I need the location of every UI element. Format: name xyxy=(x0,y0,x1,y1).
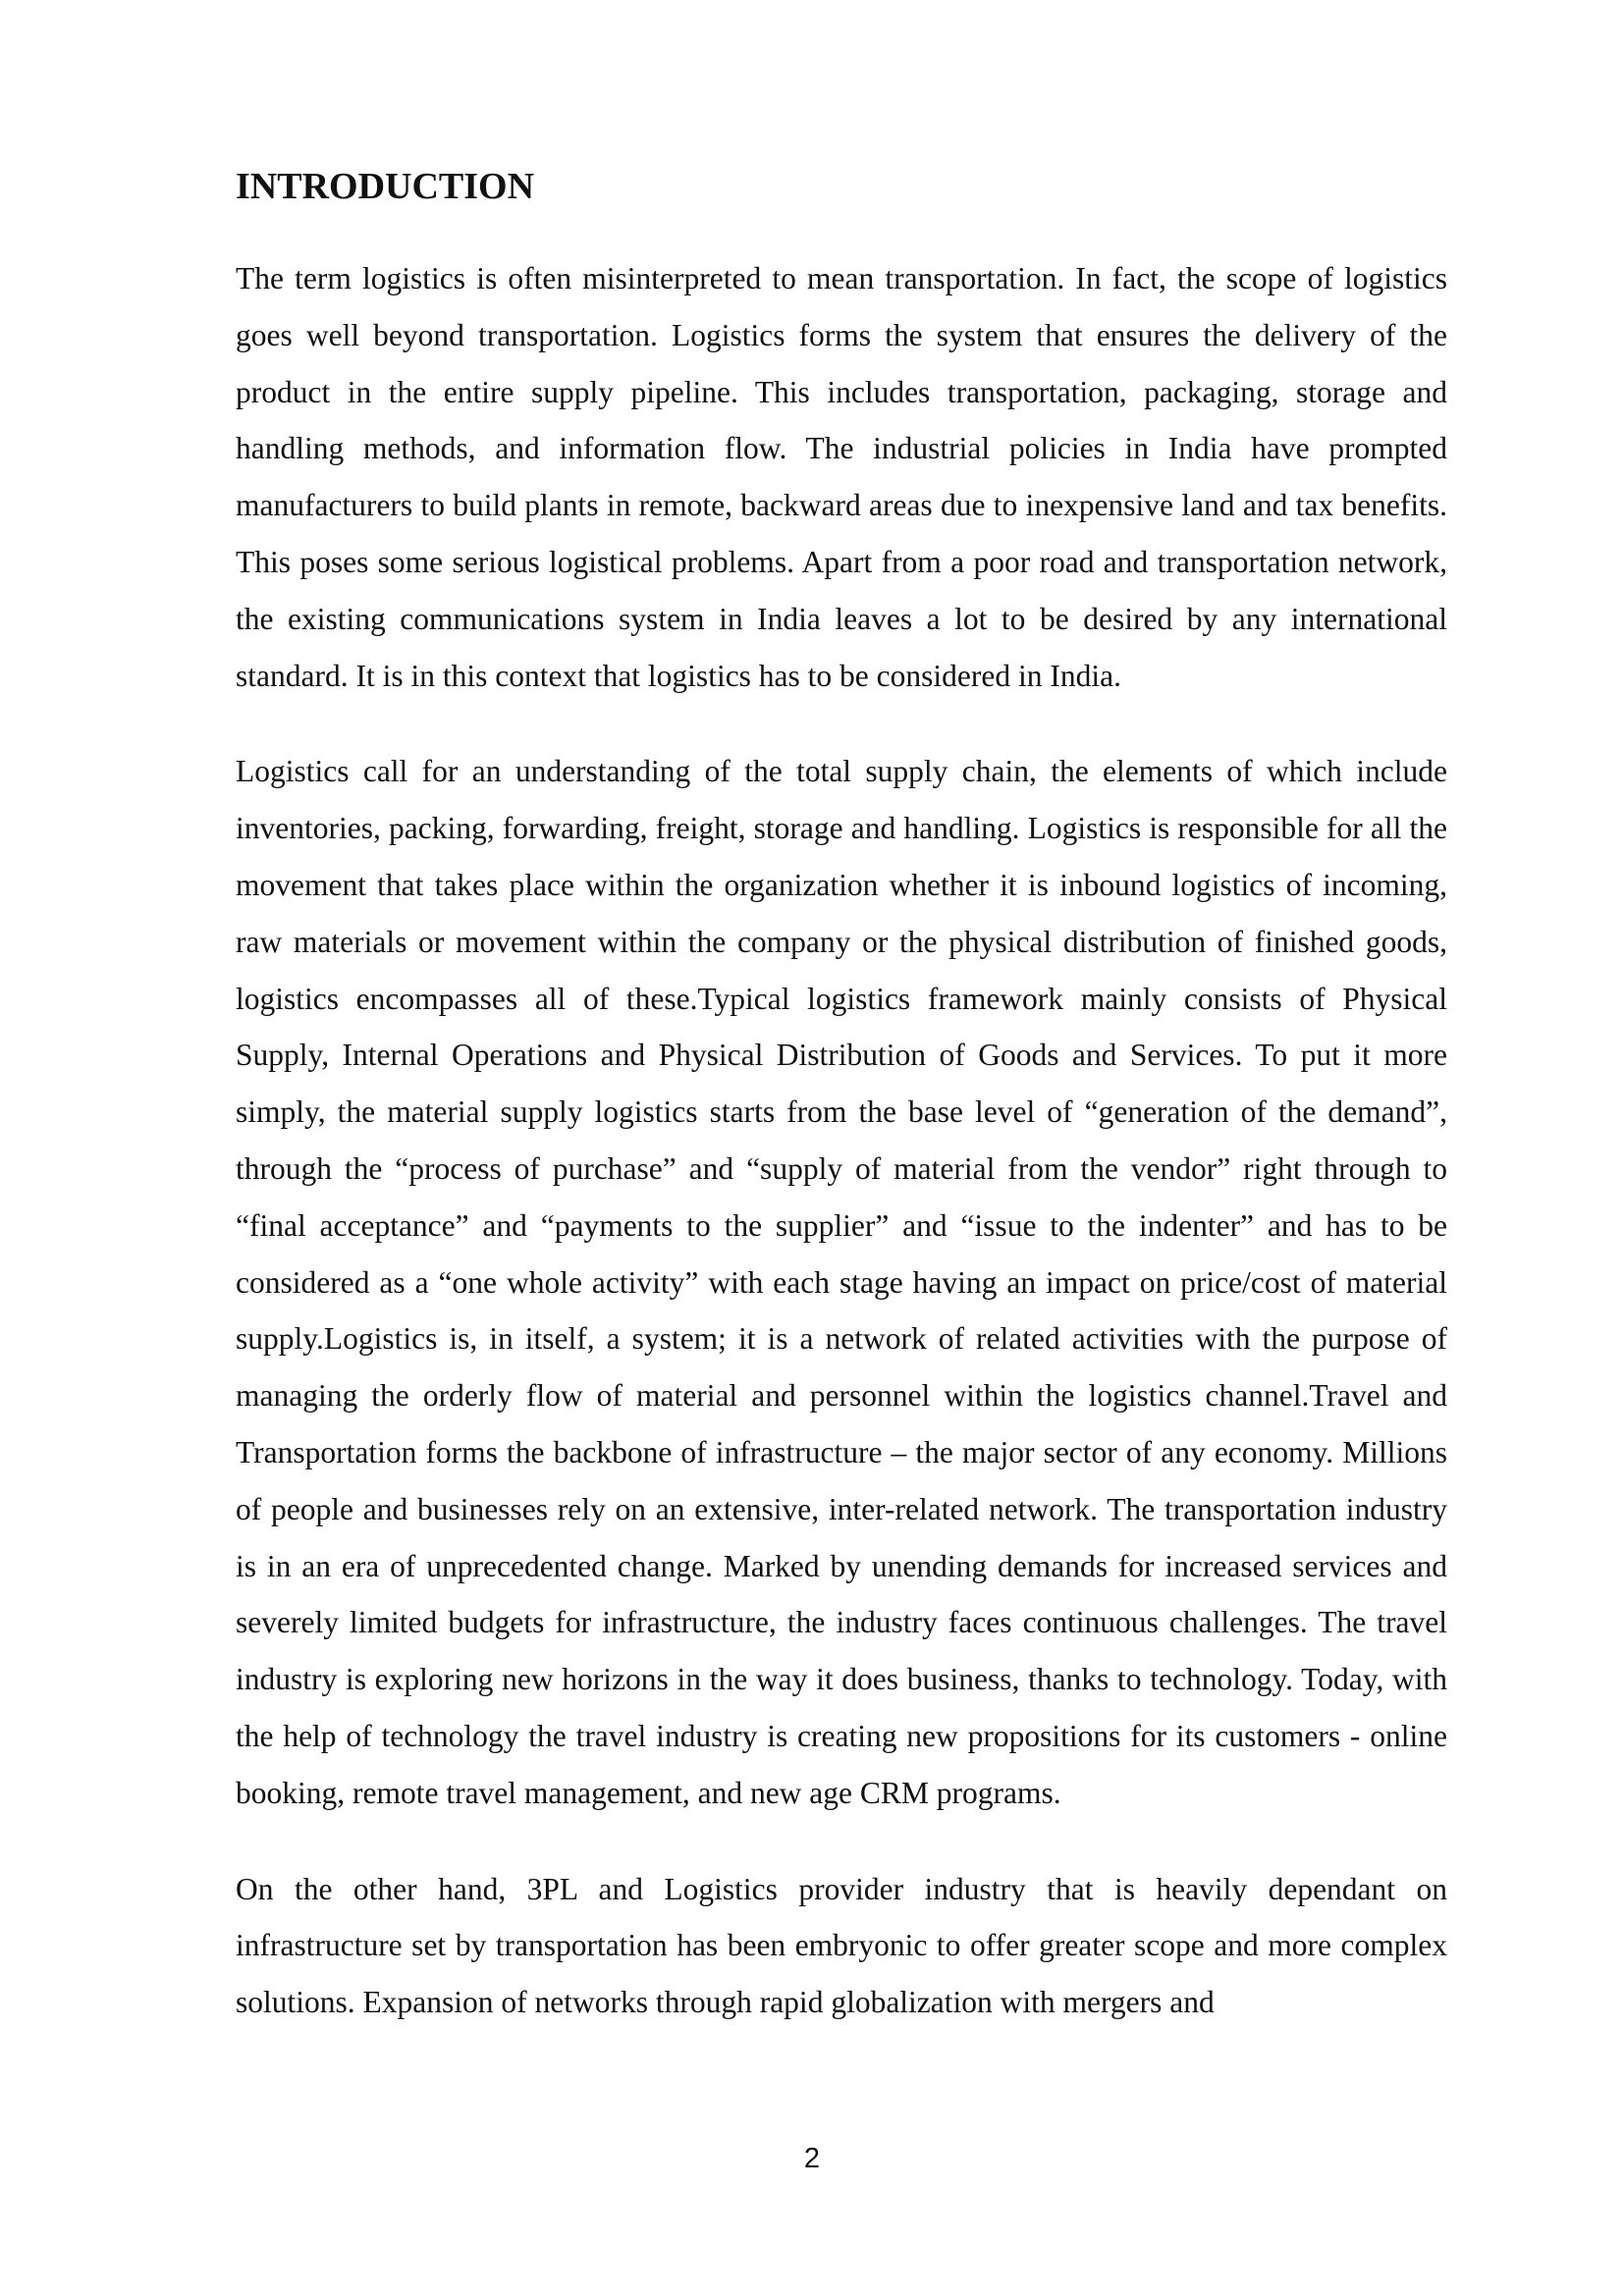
page-content xyxy=(236,165,1447,2070)
paragraph-3: On the other hand, 3PL and Logistics provider industry that is heavily dependant on infrastructure set by transportation has been embryonic to offer greater scope and more complex solutions. Expansion of networks through rapid globalization with mergers and xyxy=(236,1871,1447,2020)
paragraph-1: The term logistics is often misinterpreted to mean transportation. In fact, the scope of logistics goes well beyond transportation. Logistics forms the system that ensures the delivery of the product in the entire supply pipeline. This includes transportation, packaging, storage and handling methods, and information flow. The industrial policies in India have prompted manufacturers to build plants in remote, backward areas due to inexpensive land and tax benefits. This poses some serious logistical problems. Apart from a poor road and transportation network, the existing communications system in India leaves a lot to be desired by any international standard. It is in this context that logistics has to be considered in India. xyxy=(236,261,1447,693)
section-heading: INTRODUCTION xyxy=(236,166,535,207)
page-number: 2 xyxy=(803,2143,821,2174)
paragraph-2: Logistics call for an understanding of the total supply chain, the elements of which include inventories, packing, forwarding, freight, storage and handling. Logistics is responsible for all the movement that takes place within the organization whether it is inbound logistics of incoming, raw materials or movement within the company or the physical distribution of finished goods, logistics encompasses all of these.Typical logistics framework mainly consists of Physical Supply, Internal Operations and Physical Distribution of Goods and Services. To put it more simply, the material supply logistics starts from the base level of “generation of the demand”, through the “process of purchase” and “supply of material from the vendor” right through to “final acceptance” and “payments to the supplier” and “issue to the indenter” and has to be considered as a “one whole activity” with each stage having an impact on price/cost of material supply.Logistics is, in itself, a system; it is a network of related activities with the purpose of managing the orderly flow of material and personnel within the logistics channel.Travel and Transportation forms the backbone of infrastructure – the major sector of any economy. Millions of people and businesses rely on an extensive, inter-related network. The transportation industry is in an era of unprecedented change. Marked by unending demands for increased services and severely limited budgets for infrastructure, the industry faces continuous challenges. The travel industry is exploring new horizons in the way it does business, thanks to technology. Today, with the help of technology the travel industry is creating new propositions for its customers - online booking, remote travel management, and new age CRM programs. xyxy=(236,754,1447,1810)
